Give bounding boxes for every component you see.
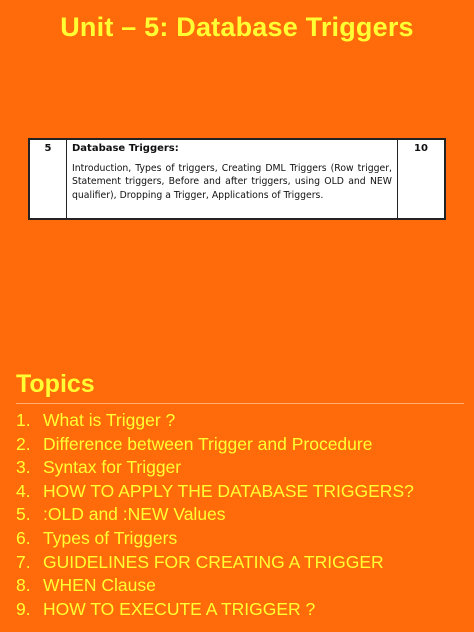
list-item-number: 4.: [16, 480, 31, 501]
content-heading: Database Triggers:: [72, 143, 179, 154]
list-item: [16, 480, 414, 504]
list-item-number: 1.: [16, 410, 31, 430]
list-item-number: 5.: [16, 504, 31, 525]
topics-heading: Topics: [16, 370, 95, 398]
list-item-text: :OLD and :NEW Values: [43, 504, 226, 525]
heading-divider: [16, 403, 464, 404]
list-item-text: GUIDELINES FOR CREATING A TRIGGER: [43, 551, 384, 572]
list-item-text: Syntax for Trigger: [43, 457, 182, 478]
list-item-text: Types of Triggers: [43, 527, 178, 548]
list-item: [16, 409, 414, 433]
list-item-number: 8.: [16, 575, 31, 596]
list-item: [16, 456, 414, 480]
table-row: [29, 139, 445, 219]
list-item-number: 3.: [16, 457, 31, 478]
list-item-text: WHEN Clause: [43, 575, 156, 596]
content-cell: [67, 139, 398, 219]
list-item-number: 2.: [16, 433, 31, 454]
slide-title: Unit – 5: Database Triggers: [60, 12, 414, 42]
list-item-number: 6.: [16, 527, 31, 548]
list-item: [16, 433, 414, 457]
list-item-text: What is Trigger ?: [43, 410, 176, 430]
list-item-text: Difference between Trigger and Procedure: [43, 433, 373, 454]
unit-number-cell: 5: [29, 139, 67, 219]
list-item-text: HOW TO APPLY THE DATABASE TRIGGERS?: [43, 480, 414, 501]
list-item-number: 7.: [16, 551, 31, 572]
list-item-number: 9.: [16, 598, 31, 619]
hours-cell: 10: [398, 139, 446, 219]
list-item: [16, 551, 414, 575]
content-description: Introduction, Types of triggers, Creating DML Triggers (Row trigger, Statement triggers, Before and after triggers, using OLD and NEW qualifier), Dropping a Trigger, Applications of Triggers.: [72, 163, 392, 201]
list-item-text: HOW TO EXECUTE A TRIGGER ?: [43, 598, 316, 619]
list-item: [16, 574, 414, 598]
syllabus-table: [28, 138, 446, 220]
topics-list: [16, 409, 414, 621]
list-item: [16, 527, 414, 551]
list-item: [16, 598, 414, 622]
slide-topics: [0, 348, 474, 632]
list-item: [16, 503, 414, 527]
